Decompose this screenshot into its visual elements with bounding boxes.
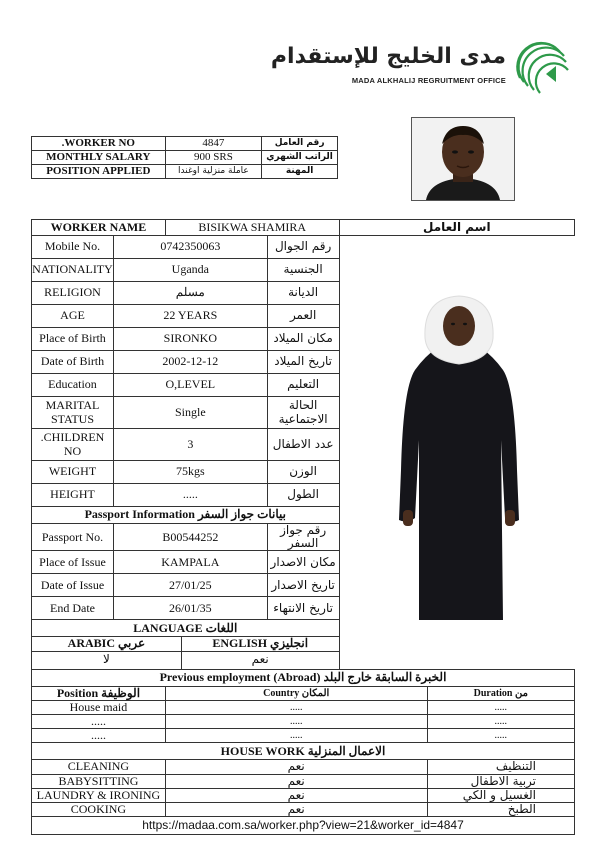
detail-value: 22 YEARS — [113, 305, 267, 328]
arabic-label: ARABIC عربي — [32, 637, 182, 651]
logo-english-text: MADA ALKHALIJ REGRUITMENT OFFICE — [351, 76, 506, 85]
detail-label: Date of Birth — [32, 351, 114, 374]
language-title: LANGUAGE اللغات — [32, 620, 340, 637]
passport-label-ar: مكان الاصدار — [267, 551, 339, 574]
passport-label: Date of Issue — [32, 574, 114, 597]
housework-value: نعم — [166, 803, 427, 816]
housework-value: نعم — [166, 775, 427, 788]
passport-label: Place of Issue — [32, 551, 114, 574]
detail-label: .CHILDREN NO — [32, 429, 114, 461]
detail-row — [32, 236, 575, 259]
employment-duration: ..... — [494, 716, 508, 728]
passport-label-ar: تاريخ الاصدار — [267, 574, 339, 597]
passport-value: 26/01/35 — [113, 597, 267, 620]
footer-row — [32, 817, 575, 835]
worker-name-value: BISIKWA SHAMIRA — [165, 220, 339, 236]
employment-position: ..... — [32, 729, 166, 743]
employment-row — [32, 700, 575, 714]
worker-name-label: WORKER NAME — [32, 220, 166, 236]
summary-table — [31, 136, 338, 179]
employment-row — [32, 714, 575, 728]
housework-detail — [165, 774, 574, 788]
detail-label: WEIGHT — [32, 461, 114, 484]
detail-label-ar: التعليم — [267, 374, 339, 397]
detail-label-ar: مكان الميلاد — [267, 328, 339, 351]
detail-label: Place of Birth — [32, 328, 114, 351]
detail-value: SIRONKO — [113, 328, 267, 351]
worker-no-row — [32, 137, 338, 151]
logo-arabic-text: مدى الخليج للإستقدام — [270, 44, 506, 69]
worker-details-table — [31, 219, 575, 835]
housework-row — [32, 760, 575, 774]
photo-area — [339, 236, 574, 507]
detail-label: RELIGION — [32, 282, 114, 305]
housework-label-ar: الطبخ — [507, 801, 536, 816]
housework-label-ar: الغسيل و الكي — [462, 787, 536, 802]
detail-label-ar: الوزن — [267, 461, 339, 484]
passport-title: Passport Information بيانات جواز السفر — [32, 507, 340, 524]
housework-detail — [165, 760, 574, 774]
salary-value: 900 SRS — [165, 151, 262, 165]
passport-details — [32, 524, 575, 620]
english-value: نعم — [181, 651, 339, 669]
detail-label: AGE — [32, 305, 114, 328]
housework-label: COOKING — [32, 802, 166, 816]
language-value-row — [32, 651, 575, 669]
passport-row — [32, 551, 575, 574]
passport-label: Passport No. — [32, 524, 114, 551]
detail-label-ar: الطول — [267, 484, 339, 507]
language-header-row — [32, 637, 575, 651]
housework-label-ar: تربية الاطفال — [470, 773, 536, 788]
housework-detail — [165, 802, 574, 816]
position-label: POSITION APPLIED — [32, 165, 166, 179]
worker-name-row — [32, 220, 575, 236]
arabic-value: لا — [32, 651, 182, 669]
worker-no-label-ar: رقم العامل — [262, 137, 338, 151]
detail-label-ar: العمر — [267, 305, 339, 328]
detail-value: مسلم — [113, 282, 267, 305]
detail-value: 2002-12-12 — [113, 351, 267, 374]
passport-value: KAMPALA — [113, 551, 267, 574]
passport-label: End Date — [32, 597, 114, 620]
employment-duration: ..... — [494, 701, 508, 713]
employment-detail — [165, 714, 574, 728]
housework-detail — [165, 788, 574, 802]
salary-row — [32, 151, 338, 165]
detail-label-ar: رقم الجوال — [267, 236, 339, 259]
employment-position: ..... — [32, 714, 166, 728]
position-header: Position الوظيفة — [32, 686, 166, 700]
detail-label: MARITAL STATUS — [32, 397, 114, 429]
passport-value: 27/01/25 — [113, 574, 267, 597]
detail-label-ar: تاريخ الميلاد — [267, 351, 339, 374]
employment-detail — [165, 700, 574, 714]
detail-label: Education — [32, 374, 114, 397]
language-title-row — [32, 620, 575, 637]
housework-label: CLEANING — [32, 760, 166, 774]
employment-country: ..... — [166, 701, 427, 714]
employment-title-row — [32, 669, 575, 686]
detail-label: Mobile No. — [32, 236, 114, 259]
employment-list — [32, 700, 575, 743]
worker-name-label-ar: اسم العامل — [339, 220, 574, 236]
employment-country: ..... — [166, 729, 427, 742]
detail-value: Uganda — [113, 259, 267, 282]
detail-label-ar: الحالة الاجتماعية — [267, 397, 339, 429]
salary-label-ar: الراتب الشهري — [262, 151, 338, 165]
housework-label: LAUNDRY & IRONING — [32, 788, 166, 802]
salary-label: MONTHLY SALARY — [32, 151, 166, 165]
housework-row — [32, 774, 575, 788]
housework-list — [32, 760, 575, 817]
english-label: ENGLISH انجليزي — [181, 637, 339, 651]
detail-label-ar: عدد الاطفال — [267, 429, 339, 461]
position-value: عاملة منزلية اوغندا — [165, 165, 262, 179]
footer-url[interactable]: https://madaa.com.sa/worker.php?view=21&worker_id=4847 — [32, 817, 575, 835]
passport-row — [32, 574, 575, 597]
duration-header: Duration من — [473, 687, 528, 699]
position-row — [32, 165, 338, 179]
passport-label-ar: رقم جواز السفر — [267, 524, 339, 551]
detail-label-ar: الجنسية — [267, 259, 339, 282]
detail-value: 0742350063 — [113, 236, 267, 259]
housework-title: HOUSE WORK الاعمال المنزلية — [32, 743, 575, 760]
company-logo-icon — [512, 38, 572, 98]
employment-position: House maid — [32, 700, 166, 714]
passport-label-ar: تاريخ الانتهاء — [267, 597, 339, 620]
detail-label: NATIONALITY — [32, 259, 114, 282]
personal-details — [32, 236, 575, 507]
passport-value: B00544252 — [113, 524, 267, 551]
housework-label-ar: التنظيف — [495, 759, 536, 774]
worker-no-value: 4847 — [165, 137, 262, 151]
detail-value: 3 — [113, 429, 267, 461]
employment-row — [32, 729, 575, 743]
housework-title-row — [32, 743, 575, 760]
worker-no-label: .WORKER NO — [32, 137, 166, 151]
employment-title: Previous employment (Abroad) الخبرة السابقة خارج البلد — [32, 669, 575, 686]
portrait-photo — [411, 117, 515, 201]
passport-title-row — [32, 507, 575, 524]
employment-duration: ..... — [494, 730, 508, 742]
detail-value: O,LEVEL — [113, 374, 267, 397]
passport-row — [32, 524, 575, 551]
detail-value: 75kgs — [113, 461, 267, 484]
detail-label-ar: الديانة — [267, 282, 339, 305]
country-header: Country المكان — [166, 687, 427, 700]
employment-detail — [165, 729, 574, 743]
housework-value: نعم — [166, 760, 427, 773]
employment-country: ..... — [166, 715, 427, 728]
housework-value: نعم — [166, 789, 427, 802]
detail-label: HEIGHT — [32, 484, 114, 507]
housework-label: BABYSITTING — [32, 774, 166, 788]
position-label-ar: المهنة — [262, 165, 338, 179]
detail-value: ..... — [113, 484, 267, 507]
housework-row — [32, 802, 575, 816]
detail-value: Single — [113, 397, 267, 429]
housework-row — [32, 788, 575, 802]
employment-header-row — [32, 686, 575, 700]
passport-row — [32, 597, 575, 620]
